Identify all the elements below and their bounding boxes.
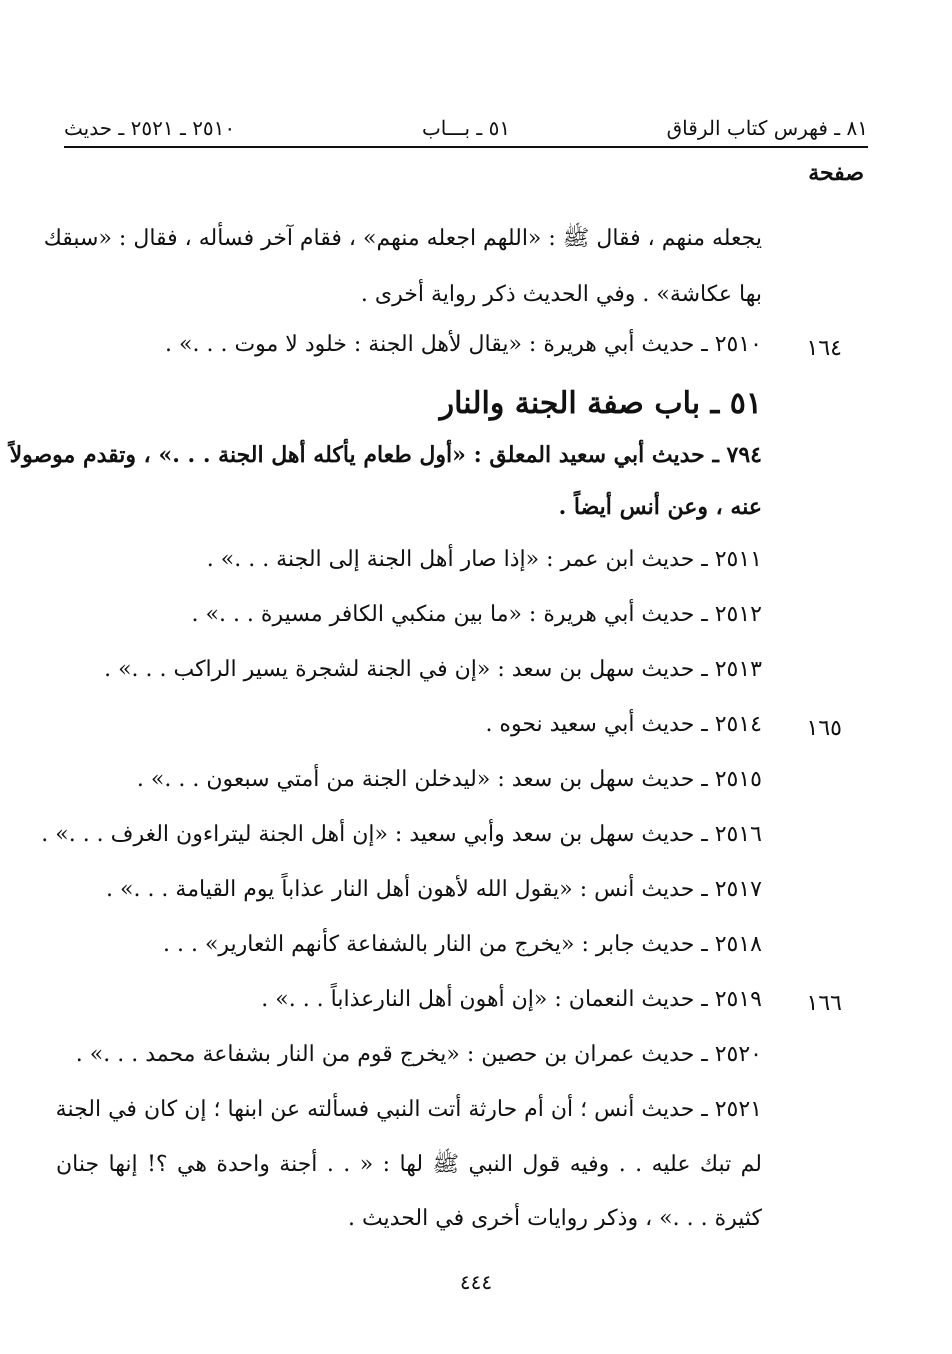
chapter-heading: ٥١ ـ باب صفة الجنة والنار	[439, 386, 762, 421]
text-line: عنه ، وعن أنس أيضاً .	[558, 494, 762, 520]
header-book-title: ٨١ ـ فهرس كتاب الرقاق	[666, 116, 868, 140]
running-header	[64, 112, 868, 148]
page-reference: ١٦٥	[806, 716, 842, 741]
text-line: يجعله منهم ، فقال ﷺ : «اللهم اجعله منهم» ، فقام آخر فسأله ، فقال : «سبقك	[43, 226, 762, 251]
text-line: كثيرة . . .» ، وذكر روايات أخرى في الحديث .	[347, 1206, 762, 1231]
hadith-entry: ٢٥٢٠ ـ حديث عمران بن حصين : «يخرج قوم من النار بشفاعة محمد . . .» .	[75, 1042, 762, 1067]
header-divider	[64, 146, 868, 148]
hadith-entry: ٢٥١٣ ـ حديث سهل بن سعد : «إن في الجنة لشجرة يسير الراكب . . .» .	[104, 657, 762, 682]
hadith-entry: ٢٥١٩ ـ حديث النعمان : «إن أهون أهل النارعذاباً . . .» .	[261, 987, 762, 1012]
page-reference: ١٦٦	[806, 991, 842, 1016]
text-line: بها عكاشة» . وفي الحديث ذكر رواية أخرى .	[360, 282, 762, 307]
hadith-entry: ٢٥١٧ ـ حديث أنس : «يقول الله لأهون أهل النار عذاباً يوم القيامة . . .» .	[106, 877, 762, 902]
hadith-entry: ٢٥١٥ ـ حديث سهل بن سعد : «ليدخلن الجنة من أمتي سبعون . . .» .	[136, 767, 762, 792]
page-number: ٤٤٤	[459, 1270, 493, 1294]
hadith-entry: ٢٥١٢ ـ حديث أبي هريرة : «ما بين منكبي الكافر مسيرة . . .» .	[191, 602, 762, 627]
hadith-entry: ٢٥١١ ـ حديث ابن عمر : «إذا صار أهل الجنة إلى الجنة . . .» .	[206, 547, 762, 572]
hadith-entry: ٢٥١٠ ـ حديث أبي هريرة : «يقال لأهل الجنة : خلود لا موت . . .» .	[165, 332, 762, 357]
header-hadith-range: ٢٥١٠ ـ ٢٥٢١ ـ حديث	[64, 116, 236, 140]
text-line: لم تبك عليه . . وفيه قول النبي ﷺ لها : « . . أجنة واحدة هي ؟! إنها جنان	[56, 1152, 762, 1177]
hadith-entry: ٢٥١٨ ـ حديث جابر : «يخرج من النار بالشفاعة كأنهم الثعارير» . . .	[163, 932, 762, 957]
hadith-entry: ٢٥١٦ ـ حديث سهل بن سعد وأبي سعيد : «إن أهل الجنة ليتراءون الغرف . . .» .	[41, 822, 762, 847]
text-line: ٢٥٢١ ـ حديث أنس ؛ أن أم حارثة أتت النبي فسألته عن ابنها ؛ إن كان في الجنة	[55, 1097, 762, 1122]
header-chapter: ٥١ ـ بـــاب	[421, 116, 511, 140]
page-reference: ١٦٤	[806, 336, 842, 361]
page-column-label: صفحة	[808, 160, 864, 186]
hadith-entry: ٢٥١٤ ـ حديث أبي سعيد نحوه .	[485, 712, 762, 737]
text-line: ٧٩٤ ـ حديث أبي سعيد المعلق : «أول طعام يأكله أهل الجنة . . .» ، وتقدم موصولاً	[9, 442, 762, 468]
